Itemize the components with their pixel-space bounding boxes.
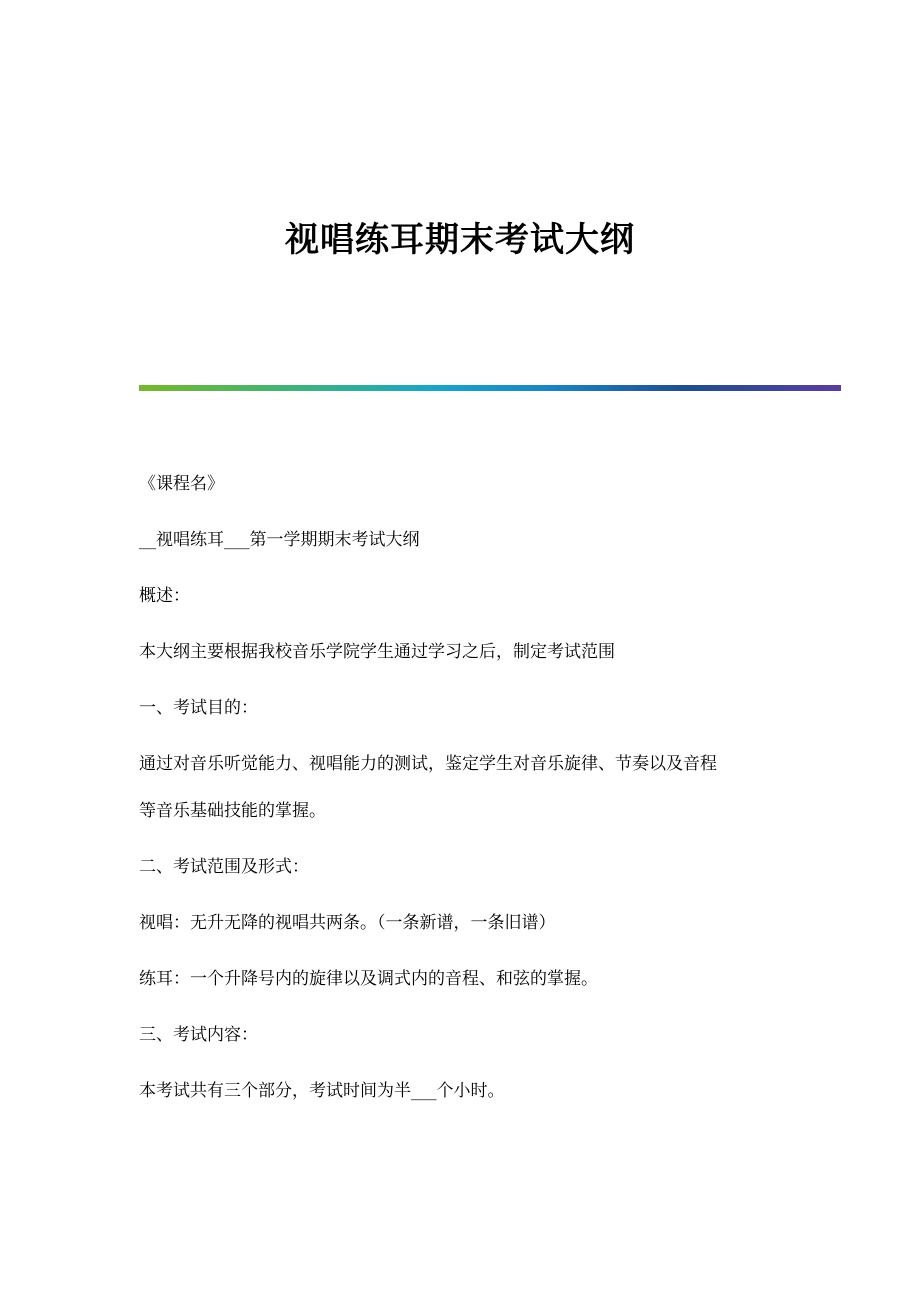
content-text: 本考试共有三个部分，考试时间为半___个小时。 bbox=[139, 1081, 505, 1101]
document-title: 视唱练耳期末考试大纲 bbox=[285, 220, 635, 260]
course-name-line: 《课程名》 bbox=[139, 474, 224, 494]
scope-sight-singing: 视唱：无升无降的视唱共两条。（一条新谱，一条旧谱） bbox=[139, 913, 556, 933]
section-heading-scope: 二、考试范围及形式： bbox=[139, 857, 309, 877]
purpose-text-line-1: 通过对音乐听觉能力、视唱能力的测试，鉴定学生对音乐旋律、节奏以及音程 bbox=[139, 754, 717, 774]
subtitle-line: __视唱练耳___第一学期期末考试大纲 bbox=[139, 530, 420, 550]
section-heading-content: 三、考试内容： bbox=[139, 1025, 258, 1045]
section-heading-purpose: 一、考试目的： bbox=[139, 698, 258, 718]
purpose-text-line-2: 等音乐基础技能的掌握。 bbox=[139, 801, 326, 821]
overview-heading: 概述： bbox=[139, 586, 190, 606]
overview-text: 本大纲主要根据我校音乐学院学生通过学习之后，制定考试范围 bbox=[139, 642, 615, 662]
scope-ear-training: 练耳：一个升降号内的旋律以及调式内的音程、和弦的掌握。 bbox=[139, 969, 598, 989]
decorative-gradient-rule bbox=[139, 385, 841, 391]
